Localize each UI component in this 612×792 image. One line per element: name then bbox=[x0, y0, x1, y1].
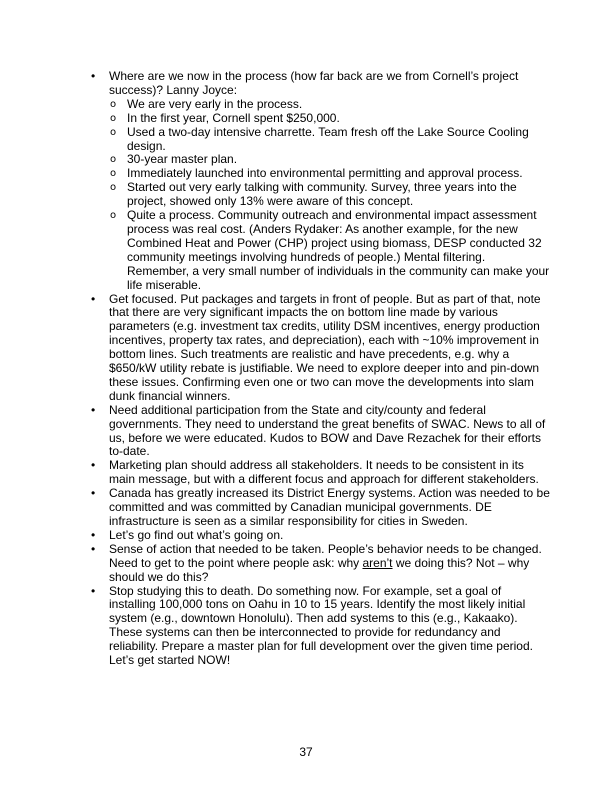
list-item bbox=[90, 70, 550, 293]
bullet-icon: • bbox=[91, 291, 96, 306]
bullet-text: Where are we now in the process (how far back are we from Cornell’s project success)? Lanny Joyce: bbox=[109, 69, 519, 97]
sub-bullet-text: Used a two-day intensive charrette. Team fresh off the Lake Source Cooling design. bbox=[127, 124, 529, 153]
sub-bullet-text: Immediately launched into environmental permitting and approval process. bbox=[127, 166, 523, 181]
sub-list-item bbox=[109, 167, 550, 181]
bullet-text: Get focused. Put packages and targets in front of people. But as part of that, note that there are very significant impacts the on bottom line made by various parameters (e.g. investment tax credits, utility DSM incentives, energy production incentives, property tax rates, and depreciation), each with ~10% improvement in bottom lines. Such treatments are realistic and have precedents, e.g. why a $650/kW utility rebate is justifiable. We need to explore deeper into and pin-down these issues. Confirming even one or two can move the developments into slam dunk financial winners. bbox=[109, 291, 541, 403]
list-item bbox=[90, 459, 550, 487]
sub-bullet-text: 30-year master plan. bbox=[127, 152, 238, 167]
sub-bullet-text: In the first year, Cornell spent $250,000. bbox=[127, 110, 340, 125]
bullet-icon: • bbox=[91, 458, 96, 473]
list-item bbox=[90, 543, 550, 585]
bullet-text: Marketing plan should address all stakeholders. It needs to be consistent in its main message, but with a different focus and approach for different stakeholders. bbox=[109, 458, 539, 487]
bullet-text bbox=[109, 542, 542, 584]
main-bullet-list bbox=[90, 70, 550, 668]
sub-list-item bbox=[109, 126, 550, 154]
underlined-word: aren’t bbox=[362, 555, 393, 570]
bullet-text-before: Sense of action that needed to be taken. People’s behavior needs to be changed. Need to get to the point where people ask: why bbox=[109, 541, 542, 570]
sub-list-item bbox=[109, 98, 550, 112]
page-number: 37 bbox=[299, 745, 313, 759]
sub-bullet-list bbox=[109, 98, 550, 293]
bullet-text: Let’s go find out what’s going on. bbox=[109, 527, 284, 542]
list-item bbox=[90, 529, 550, 543]
bullet-text: Canada has greatly increased its District Energy systems. Action was needed to be committed and was committed by Canadian municipal governments. DE infrastructure is seen as a similar responsibility for cities in Sweden. bbox=[109, 486, 550, 528]
circle-bullet-icon: o bbox=[110, 210, 117, 222]
sub-list-item bbox=[109, 153, 550, 167]
bullet-text-after: we doing this? Not – why should we do this? bbox=[109, 555, 530, 584]
sub-bullet-text: Started out very early talking with community. Survey, three years into the project, showed only 13% were aware of this concept. bbox=[127, 180, 517, 209]
list-item bbox=[90, 293, 550, 404]
bullet-icon: • bbox=[91, 486, 96, 501]
bullet-icon: • bbox=[91, 402, 96, 417]
circle-bullet-icon: o bbox=[110, 126, 117, 138]
bullet-icon: • bbox=[91, 541, 96, 556]
bullet-icon: • bbox=[91, 69, 96, 83]
sub-list-item bbox=[109, 181, 550, 209]
bullet-icon: • bbox=[91, 527, 96, 542]
sub-bullet-text: Quite a process. Community outreach and environmental impact assessment process was real cost. (Anders Rydaker: As another example, for the new Combined Heat and Power (CHP) project using biomass, DESP conducted 32 community meetings involving hundreds of people.) Mental filtering. Remember, a very small number of individuals in the community can make your life miserable. bbox=[127, 208, 550, 292]
circle-bullet-icon: o bbox=[110, 98, 117, 110]
sub-list-item bbox=[109, 112, 550, 126]
bullet-text: Stop studying this to death. Do something now. For example, set a goal of installing 100,000 tons on Oahu in 10 to 15 years. Identify the most likely initial system (e.g., downtown Honolulu). Then add systems to this (e.g., Kakaako). These systems can then be interconnected to provide for redundancy and reliability. Prepare a master plan for full development over the given time period. Let’s get started NOW! bbox=[109, 583, 533, 668]
bullet-icon: • bbox=[91, 583, 96, 598]
list-item bbox=[90, 487, 550, 529]
sub-list-item bbox=[109, 209, 550, 292]
document-body bbox=[90, 70, 550, 668]
sub-bullet-text: We are very early in the process. bbox=[127, 96, 303, 111]
circle-bullet-icon: o bbox=[110, 112, 117, 124]
circle-bullet-icon: o bbox=[110, 182, 117, 194]
list-item bbox=[90, 404, 550, 460]
list-item bbox=[90, 585, 550, 668]
circle-bullet-icon: o bbox=[110, 168, 117, 180]
circle-bullet-icon: o bbox=[110, 154, 117, 166]
bullet-text: Need additional participation from the State and city/county and federal governments. They need to understand the great benefits of SWAC. News to all of us, before we were educated. Kudos to BOW and Dave Rezachek for their efforts to-date. bbox=[109, 402, 546, 459]
